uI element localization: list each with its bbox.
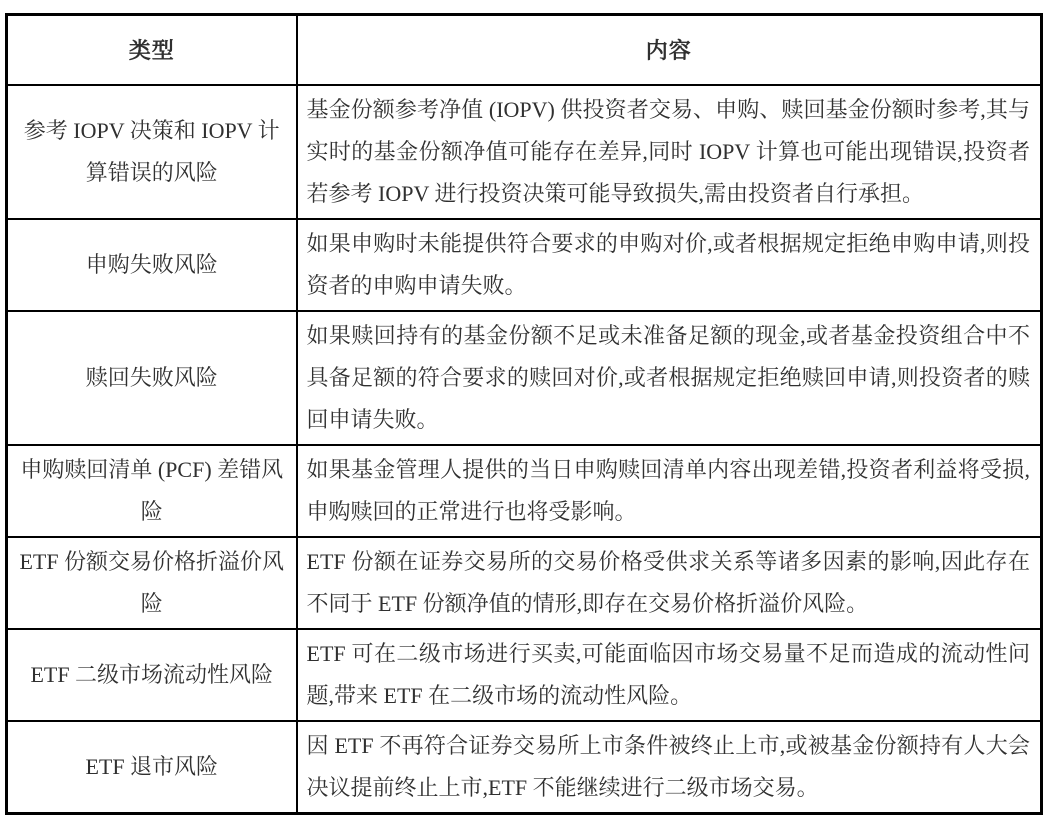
row-content-cell: 如果申购时未能提供符合要求的申购对价,或者根据规定拒绝申购申请,则投资者的申购申请失败。 bbox=[297, 219, 1042, 311]
column-header-content: 内容 bbox=[297, 15, 1042, 85]
row-type-cell: ETF 二级市场流动性风险 bbox=[7, 629, 297, 721]
row-type-cell: 赎回失败风险 bbox=[7, 311, 297, 445]
row-content-cell: ETF 可在二级市场进行买卖,可能面临因市场交易量不足而造成的流动性问题,带来 ETF 在二级市场的流动性风险。 bbox=[297, 629, 1042, 721]
header-row bbox=[7, 15, 1042, 85]
row-content-cell: 如果基金管理人提供的当日申购赎回清单内容出现差错,投资者利益将受损,申购赎回的正常进行也将受影响。 bbox=[297, 445, 1042, 537]
row-type-cell: 参考 IOPV 决策和 IOPV 计算错误的风险 bbox=[7, 85, 297, 219]
table-row bbox=[7, 219, 1042, 311]
row-type-cell: ETF 退市风险 bbox=[7, 721, 297, 814]
row-type-cell: 申购赎回清单 (PCF) 差错风险 bbox=[7, 445, 297, 537]
row-content-cell: 如果赎回持有的基金份额不足或未准备足额的现金,或者基金投资组合中不具备足额的符合要求的赎回对价,或者根据规定拒绝赎回申请,则投资者的赎回申请失败。 bbox=[297, 311, 1042, 445]
table-row bbox=[7, 721, 1042, 814]
table-row bbox=[7, 537, 1042, 629]
risk-table bbox=[5, 13, 1043, 815]
row-content-cell: ETF 份额在证券交易所的交易价格受供求关系等诸多因素的影响,因此存在不同于 ETF 份额净值的情形,即存在交易价格折溢价风险。 bbox=[297, 537, 1042, 629]
row-content-cell: 因 ETF 不再符合证券交易所上市条件被终止上市,或被基金份额持有人大会决议提前终止上市,ETF 不能继续进行二级市场交易。 bbox=[297, 721, 1042, 814]
table-row bbox=[7, 629, 1042, 721]
row-content-cell: 基金份额参考净值 (IOPV) 供投资者交易、申购、赎回基金份额时参考,其与实时的基金份额净值可能存在差异,同时 IOPV 计算也可能出现错误,投资者若参考 IOPV 进行投资决策可能导致损失,需由投资者自行承担。 bbox=[297, 85, 1042, 219]
table-row bbox=[7, 85, 1042, 219]
table-row bbox=[7, 311, 1042, 445]
row-type-cell: ETF 份额交易价格折溢价风险 bbox=[7, 537, 297, 629]
table-row bbox=[7, 445, 1042, 537]
row-type-cell: 申购失败风险 bbox=[7, 219, 297, 311]
column-header-type: 类型 bbox=[7, 15, 297, 85]
